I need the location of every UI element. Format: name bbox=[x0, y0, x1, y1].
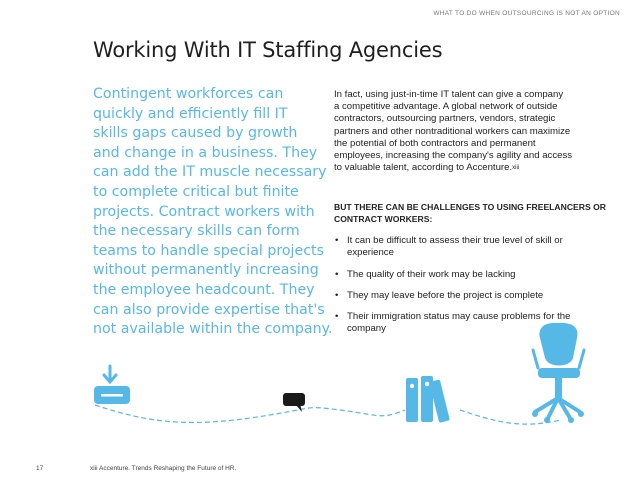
list-item: • The quality of their work may be lacking bbox=[334, 269, 604, 281]
list-item: • They may leave before the project is complete bbox=[334, 290, 604, 302]
page-number: 17 bbox=[36, 465, 44, 472]
inbox-tray-icon bbox=[94, 366, 130, 404]
pull-quote-line: teams to handle special projects bbox=[93, 242, 324, 259]
paragraph-text: to valuable talent, according to Accenture. bbox=[334, 162, 513, 174]
list-item: • Their immigration status may cause problems for the company bbox=[334, 311, 604, 335]
paragraph-line: a competitive advantage. A global network of outside bbox=[334, 101, 558, 113]
pull-quote-line: the necessary skills can form bbox=[93, 223, 300, 240]
pull-quote-line: skills gaps caused by growth bbox=[93, 125, 298, 142]
pull-quote-line: quickly and efficiently fill IT bbox=[93, 105, 288, 122]
running-header: WHAT TO DO WHEN OUTSOURCING IS NOT AN OPTION bbox=[433, 10, 620, 17]
pull-quote-line: without permanently increasing bbox=[93, 262, 319, 279]
footnote-source: xiii Accenture. Trends Reshaping the Future of HR. bbox=[90, 465, 237, 472]
challenges-heading-line: CONTRACT WORKERS: bbox=[334, 213, 433, 224]
pull-quote-line: and change in a business. They bbox=[93, 144, 318, 161]
paragraph-line: the potential of both contractors and permanent bbox=[334, 137, 536, 149]
binders-icon bbox=[406, 376, 450, 423]
pull-quote-line: the employee headcount. They bbox=[93, 281, 315, 298]
office-chair-icon bbox=[532, 323, 584, 423]
paragraph-line: partners and other nontraditional workers can maximize bbox=[334, 125, 571, 137]
list-item: • It can be difficult to assess their true level of skill or experience bbox=[334, 235, 604, 259]
paragraph-line: employees, increasing the company's agility and access bbox=[334, 150, 573, 162]
pull-quote-line: to complete critical but finite bbox=[93, 183, 299, 200]
footnote-marker[interactable]: xiii bbox=[512, 165, 520, 172]
page-title: Working With IT Staffing Agencies bbox=[93, 38, 443, 62]
pull-quote-line: can add the IT muscle necessary bbox=[93, 164, 327, 181]
pull-quote-line: projects. Contract workers with bbox=[93, 203, 315, 220]
paragraph-line: In fact, using just-in-time IT talent can give a company bbox=[334, 89, 564, 100]
pull-quote-line: Contingent workforces can bbox=[93, 86, 284, 102]
challenges-heading-line: BUT THERE CAN BE CHALLENGES TO USING FREELANCERS OR bbox=[334, 202, 606, 213]
pull-quote-line: not available within the company. bbox=[93, 321, 333, 338]
pull-quote-line: can also provide expertise that's bbox=[93, 301, 325, 318]
dashed-path bbox=[95, 405, 560, 424]
paragraph-line: contractors, outsourcing partners, vendors, strategic bbox=[334, 113, 556, 125]
